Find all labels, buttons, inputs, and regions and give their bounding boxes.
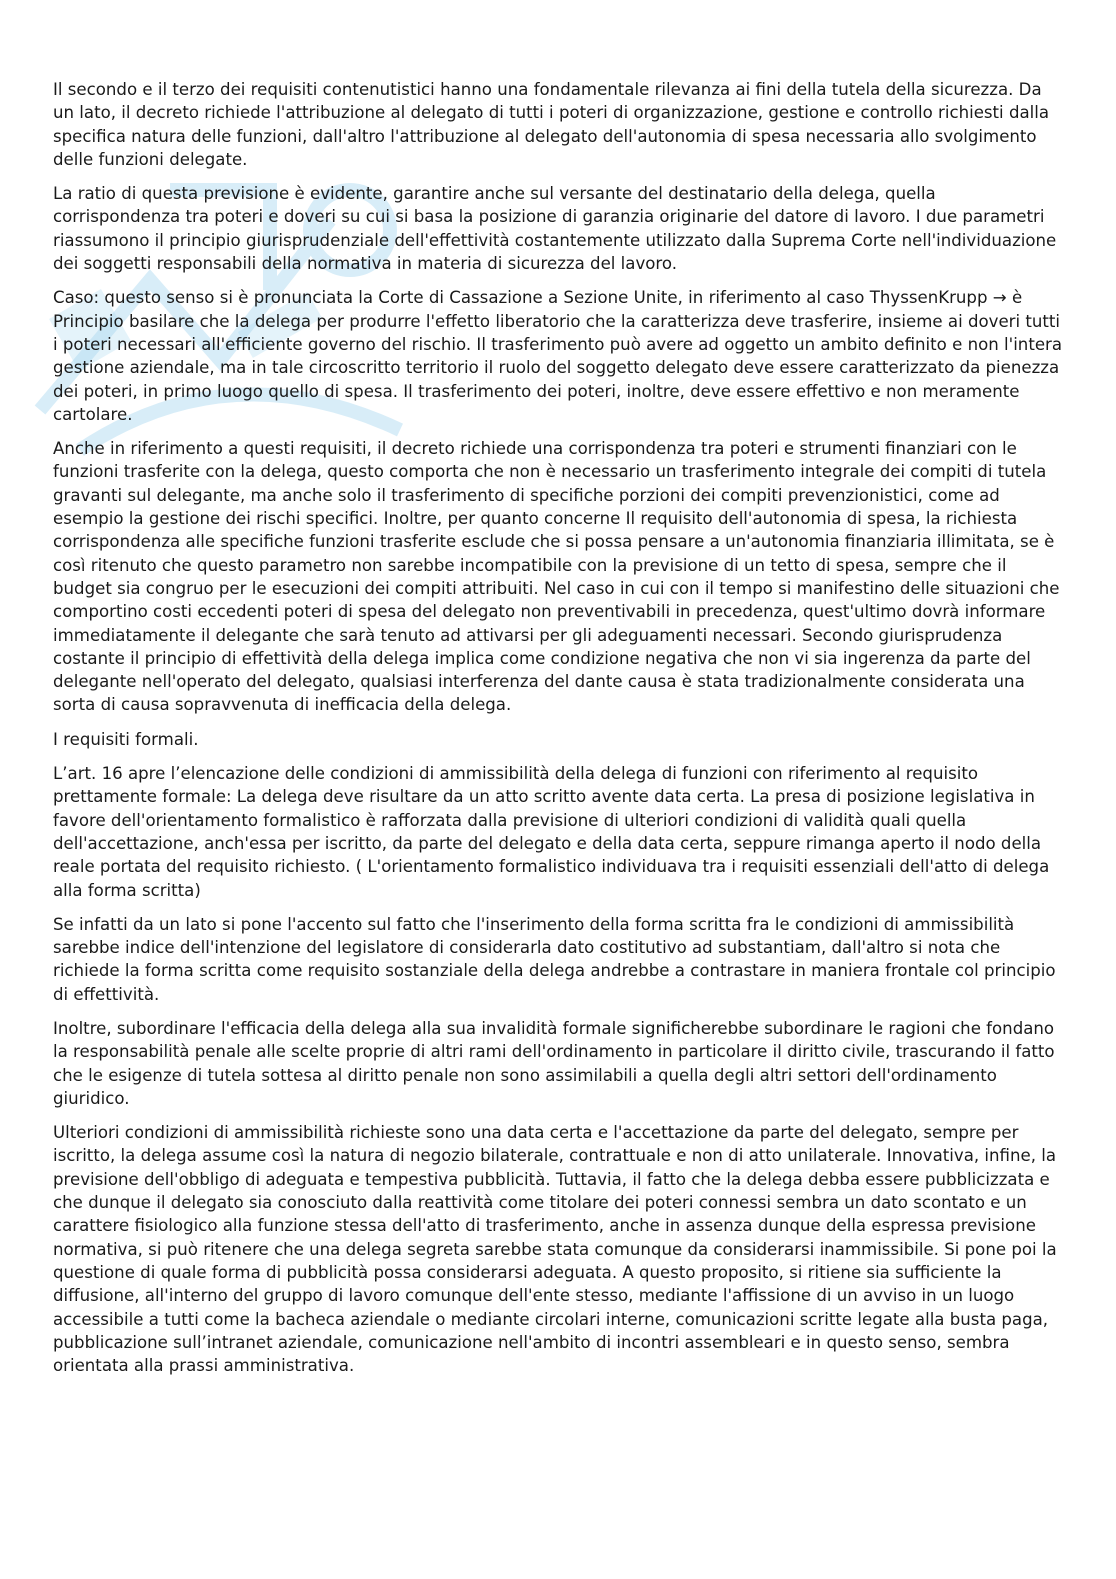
paragraph-6: Se infatti da un lato si pone l'accento sul fatto che l'inserimento della forma scritta fra le condizioni di ammissibilità sarebbe indice dell'intenzione del legislatore di considerarla dato costitutivo ad substantiam, dall'altro si nota che richiede la forma scritta come requisito sostanziale della delega andrebbe a contrastare in maniera frontale col principio di effettività.: [53, 914, 1056, 1004]
paragraph-8: Ulteriori condizioni di ammissibilità richieste sono una data certa e l'accettazione da parte del delegato, sempre per iscritto, la delega assume così la natura di negozio bilaterale, contrattuale e non di atto unilaterale. Innovativa, infine, la previsione dell'obbligo di adeguata e tempestiva pubblicità. Tuttavia, il fatto che la delega debba essere pubblicizzata e che dunque il delegato sia conosciuto dalla reattività come titolare dei poteri connessi sembra un dato scontato e un carattere fisiologico alla funzione stessa dell'atto di trasferimento, anche in assenza dunque della espressa previsione normativa, si può ritenere che una delega segreta sarebbe stata comunque da considerarsi inammissibile. Si pone poi la questione di quale forma di pubblicità possa considerarsi adeguata. A questo proposito, si ritiene sia sufficiente la diffusione, all'interno del gruppo di lavoro comunque dell'ente stesso, mediante l'affissione di un avviso in un luogo accessibile a tutti come la bacheca aziendale o mediante circolari interne, comunicazioni scritte legate alla busta paga, pubblicazione sull’intranet aziendale, comunicazione nell'ambito di incontri assembleari e in questo senso, sembra orientata alla prassi amministrativa.: [53, 1123, 1057, 1376]
paragraph-4: Anche in riferimento a questi requisiti, il decreto richiede una corrispondenza tra poteri e strumenti finanziari con le funzioni trasferite con la delega, questo comporta che non è necessario un trasferimento integrale dei compiti di tutela gravanti sul delegante, ma anche solo il trasferimento di specifiche porzioni dei compiti prevenzionistici, come ad esempio la gestione dei rischi specifici. Inoltre, per quanto concerne Il requisito dell'autonomia di spesa, la richiesta corrispondenza alle specifiche funzioni trasferite esclude che si possa pensare a un'autonomia finanziaria illimitata, se è così ritenuto che questo parametro non sarebbe incompatibile con la previsione di un tetto di spesa, sempre che il budget sia congruo per le esecuzioni dei compiti attribuiti. Nel caso in cui con il tempo si manifestino delle situazioni che comportino costi eccedenti poteri di spesa del delegato non preventivabili in precedenza, quest'ultimo dovrà informare immediatamente il delegante che sarà tenuto ad attivarsi per gli adeguamenti necessari. Secondo giurisprudenza costante il principio di effettività della delega implica come condizione negativa che non vi sia ingerenza da parte del delegante nell'operato del delegato, qualsiasi interferenza del dante causa è stata tradizionalmente considerata una sorta di causa sopravvenuta di inefficacia della delega.: [53, 439, 1060, 715]
paragraph-1: Il secondo e il terzo dei requisiti contenutistici hanno una fondamentale rilevanza ai fini della tutela della sicurezza. Da un lato, il decreto richiede l'attribuzione al delegato di tutti i poteri di organizzazione, gestione e controllo richiesti dalla specifica natura delle funzioni, dall'altro l'attribuzione al delegato dell'autonomia di spesa necessaria allo svolgimento delle funzioni delegate.: [53, 80, 1050, 169]
paragraph-3: Caso: questo senso si è pronunciata la Corte di Cassazione a Sezione Unite, in riferimento al caso ThyssenKrupp → è Principio basilare che la delega per produrre l'effetto liberatorio che la caratterizza deve trasferire, insieme ai doveri tutti i poteri necessari all'efficiente governo del rischio. Il trasferimento può avere ad oggetto un ambito definito e non l'intera gestione aziendale, ma in tale circoscritto territorio il ruolo del soggetto delegato deve essere caratterizzato da pienezza dei poteri, in primo luogo quello di spesa. Il trasferimento dei poteri, inoltre, deve essere effettivo e non meramente cartolare.: [53, 288, 1063, 424]
paragraph-5: L’art. 16 apre l’elencazione delle condizioni di ammissibilità della delega di funzioni con riferimento al requisito prettamente formale: La delega deve risultare da un atto scritto avente data certa. La presa di posizione legislativa in favore dell'orientamento formalistico è rafforzata dalla previsione di ulteriori condizioni di validità quali quella dell'accettazione, anch'essa per iscritto, da parte del delegato e della data certa, seppure rimanga aperto il nodo della reale portata del requisito richiesto. ( L'orientamento formalistico individuava tra i requisiti essenziali dell'atto di delega alla forma scritta): [53, 764, 1050, 900]
section-heading: I requisiti formali.: [53, 729, 199, 749]
paragraph-7: Inoltre, subordinare l'efficacia della delega alla sua invalidità formale significherebbe subordinare le ragioni che fondano la responsabilità penale alle scelte proprie di altri rami dell'ordinamento in particolare il diritto civile, trascurando il fatto che le esigenze di tutela sottesa al diritto penale non sono assimilabili a quella degli altri settori dell'ordinamento giuridico.: [53, 1018, 1055, 1108]
paragraph-2: La ratio di questa previsione è evidente, garantire anche sul versante del destinatario della delega, quella corrispondenza tra poteri e doveri su cui si basa la posizione di garanzia originarie del datore di lavoro. I due parametri riassumono il principio giurisprudenziale dell'effettività costantemente utilizzato dalla Suprema Corte nell'individuazione dei soggetti responsabili della normativa in materia di sicurezza del lavoro.: [53, 184, 1057, 274]
document-body: [53, 78, 1063, 1388]
